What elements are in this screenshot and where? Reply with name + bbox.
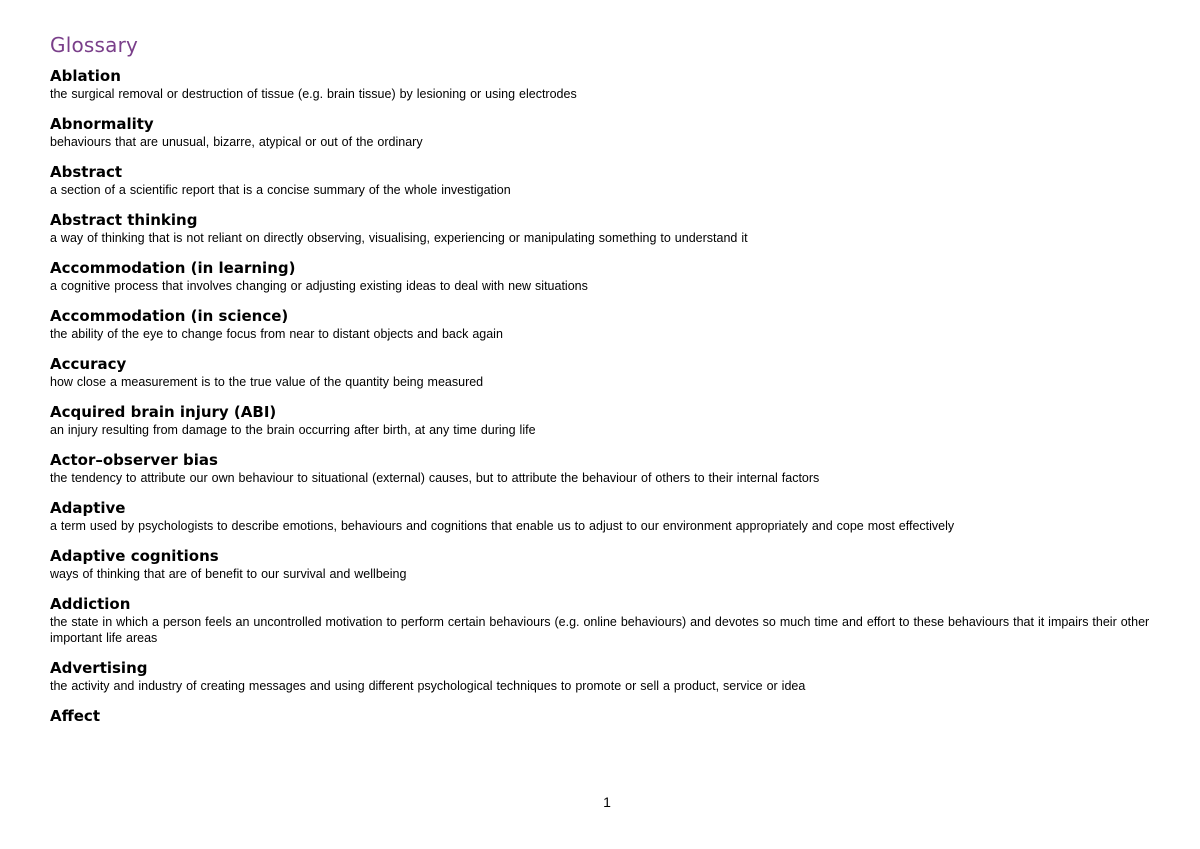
- glossary-entry-abnormality: [50, 114, 1160, 150]
- definition: the ability of the eye to change focus from near to distant objects and back again: [50, 327, 503, 341]
- term: Adaptive cognitions: [50, 547, 219, 565]
- glossary-page: [50, 30, 1160, 730]
- glossary-entry-actor-observer-bias: [50, 450, 1160, 486]
- glossary-entry-acquired-brain-injury: [50, 402, 1160, 438]
- glossary-entry-abstract: [50, 162, 1160, 198]
- definition: the surgical removal or destruction of tissue (e.g. brain tissue) by lesioning or using electrodes: [50, 87, 577, 101]
- term: Abstract: [50, 163, 123, 181]
- glossary-entry-addiction: [50, 594, 1160, 646]
- glossary-entry-abstract-thinking: [50, 210, 1160, 246]
- term: Affect: [50, 707, 100, 725]
- page-title: Glossary: [50, 33, 139, 57]
- term: Acquired brain injury (ABI): [50, 403, 277, 421]
- term: Accuracy: [50, 355, 127, 373]
- glossary-entry-advertising: [50, 658, 1160, 694]
- definition: the state in which a person feels an uncontrolled motivation to perform certain behaviours (e.g. online behaviours) and devotes so much time and effort to these behaviours that it impairs their other important life areas: [50, 615, 1150, 645]
- term: Accommodation (in science): [50, 307, 289, 325]
- term: Abstract thinking: [50, 211, 198, 229]
- definition: the activity and industry of creating messages and using different psychological techniques to promote or sell a product, service or idea: [50, 679, 806, 693]
- definition: behaviours that are unusual, bizarre, atypical or out of the ordinary: [50, 135, 423, 149]
- definition: how close a measurement is to the true value of the quantity being measured: [50, 375, 484, 389]
- glossary-entry-accuracy: [50, 354, 1160, 390]
- definition: an injury resulting from damage to the brain occurring after birth, at any time during life: [50, 423, 536, 437]
- glossary-entry-adaptive-cognitions: [50, 546, 1160, 582]
- term: Actor–observer bias: [50, 451, 218, 469]
- page-number: 1: [603, 794, 611, 810]
- glossary-entry-accommodation-learning: [50, 258, 1160, 294]
- definition: a way of thinking that is not reliant on directly observing, visualising, experiencing or manipulating something to understand it: [50, 231, 748, 245]
- glossary-entry-accommodation-science: [50, 306, 1160, 342]
- glossary-entry-adaptive: [50, 498, 1160, 534]
- term: Addiction: [50, 595, 131, 613]
- definition: the tendency to attribute our own behaviour to situational (external) causes, but to attribute the behaviour of others to their internal factors: [50, 471, 820, 485]
- glossary-entry-affect: [50, 706, 1160, 726]
- definition: a section of a scientific report that is a concise summary of the whole investigation: [50, 183, 511, 197]
- definition: a term used by psychologists to describe emotions, behaviours and cognitions that enable us to adjust to our environment appropriately and cope most effectively: [50, 519, 955, 533]
- term: Advertising: [50, 659, 148, 677]
- term: Ablation: [50, 67, 121, 85]
- term: Abnormality: [50, 115, 154, 133]
- definition: a cognitive process that involves changing or adjusting existing ideas to deal with new situations: [50, 279, 588, 293]
- glossary-entry-ablation: [50, 66, 1160, 102]
- term: Accommodation (in learning): [50, 259, 296, 277]
- definition: ways of thinking that are of benefit to our survival and wellbeing: [50, 567, 407, 581]
- term: Adaptive: [50, 499, 126, 517]
